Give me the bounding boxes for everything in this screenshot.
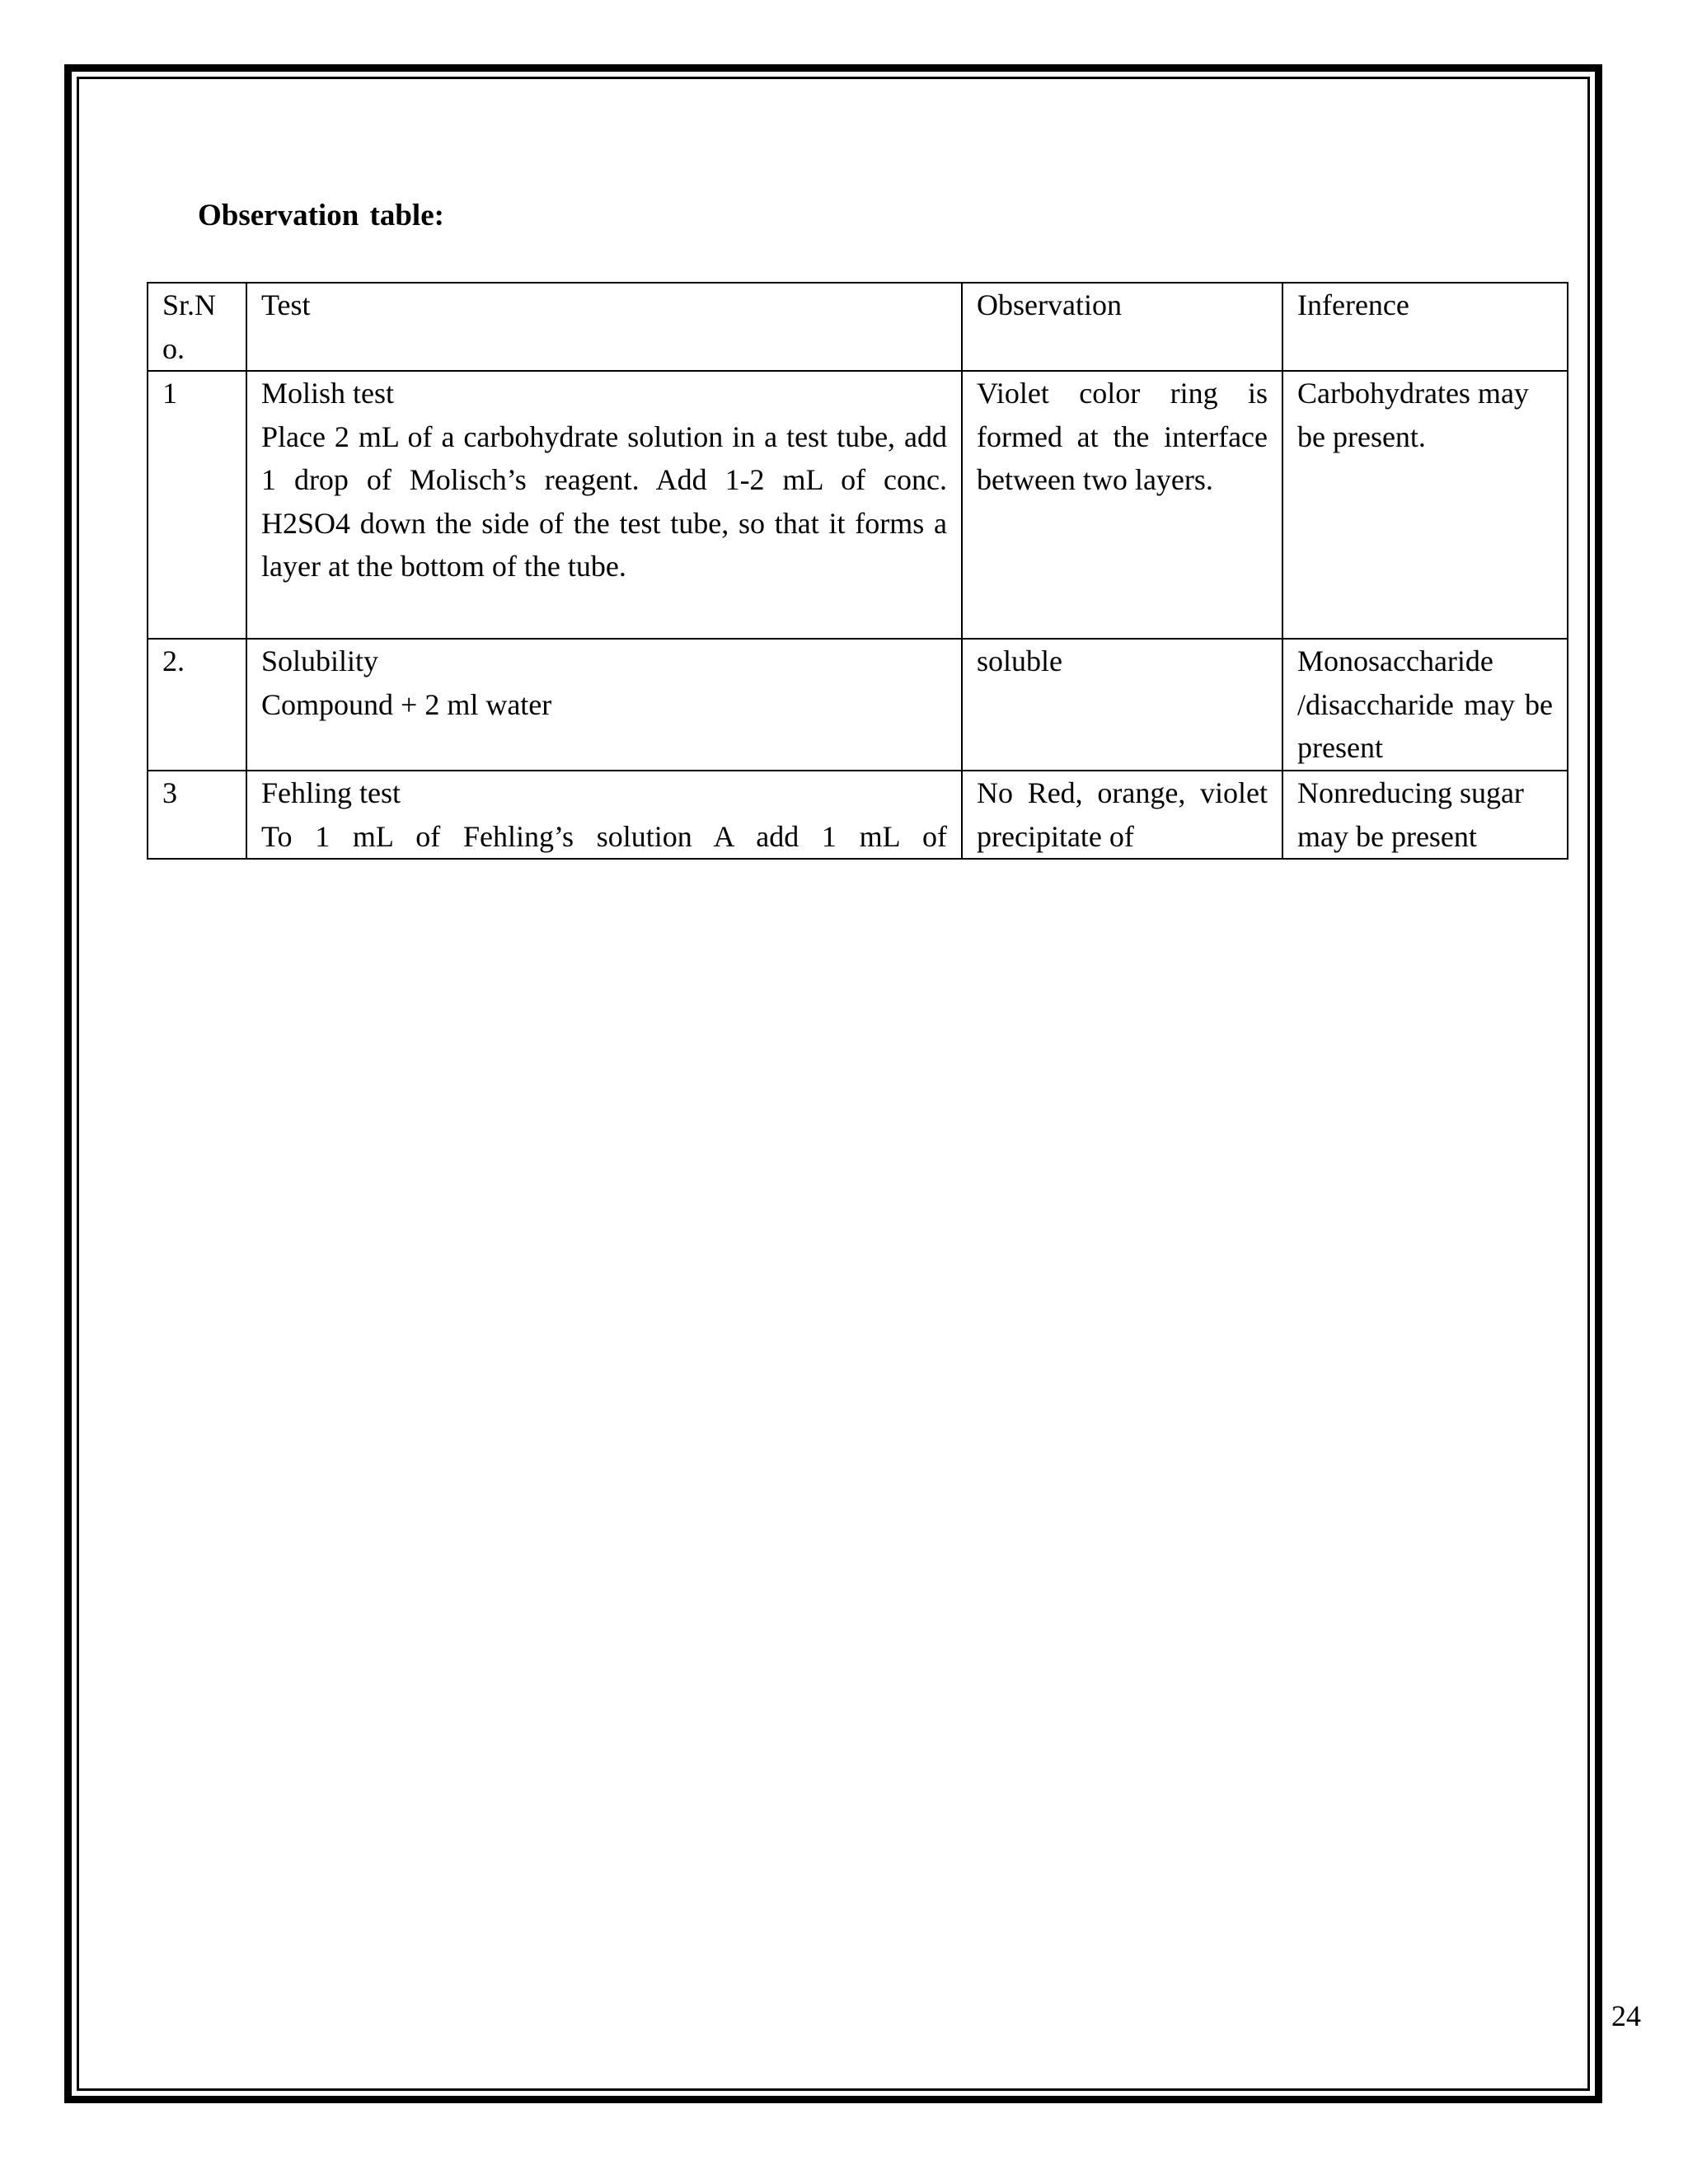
- row-observation: soluble: [962, 639, 1282, 771]
- row-inference: Carbohydrates may be present.: [1282, 371, 1568, 639]
- test-procedure: To 1 mL of Fehling’s solution A add 1 mL of: [261, 819, 947, 853]
- test-procedure: Place 2 mL of a carbohydrate solution in a test tube, add 1 drop of Molisch’s reagent. Add 1-2 mL of conc. H2SO4 down the side of the test tube, so that it forms a layer at the bottom of the tube.: [261, 419, 947, 583]
- page-number: 24: [1611, 1999, 1641, 2032]
- header-inference: Inference: [1282, 283, 1568, 371]
- section-heading: Observation table:: [198, 199, 444, 232]
- test-procedure: Compound + 2 ml water: [261, 687, 552, 721]
- table-row: [148, 771, 1568, 859]
- table-row: [148, 371, 1568, 639]
- test-title: Solubility: [261, 644, 379, 677]
- row-sr-no: 1: [148, 371, 246, 639]
- row-observation: Violet color ring is formed at the interface between two layers.: [962, 371, 1282, 639]
- test-title: Molish test: [261, 377, 395, 410]
- table-row: [148, 639, 1568, 771]
- row-test: [246, 771, 962, 859]
- header-observation: Observation: [962, 283, 1282, 371]
- row-sr-no: 3: [148, 771, 246, 859]
- header-sr-no: Sr.N o.: [148, 283, 246, 371]
- row-inference: Monosaccharide /disaccharide may be present: [1282, 639, 1568, 771]
- row-test: [246, 371, 962, 639]
- row-sr-no: 2.: [148, 639, 246, 771]
- row-test: [246, 639, 962, 771]
- header-test: Test: [246, 283, 962, 371]
- row-inference: Nonreducing sugar may be present: [1282, 771, 1568, 859]
- observation-table: [147, 282, 1568, 860]
- test-title: Fehling test: [261, 776, 401, 809]
- row-observation: No Red, orange, violet precipitate of: [962, 771, 1282, 859]
- table-header-row: [148, 283, 1568, 371]
